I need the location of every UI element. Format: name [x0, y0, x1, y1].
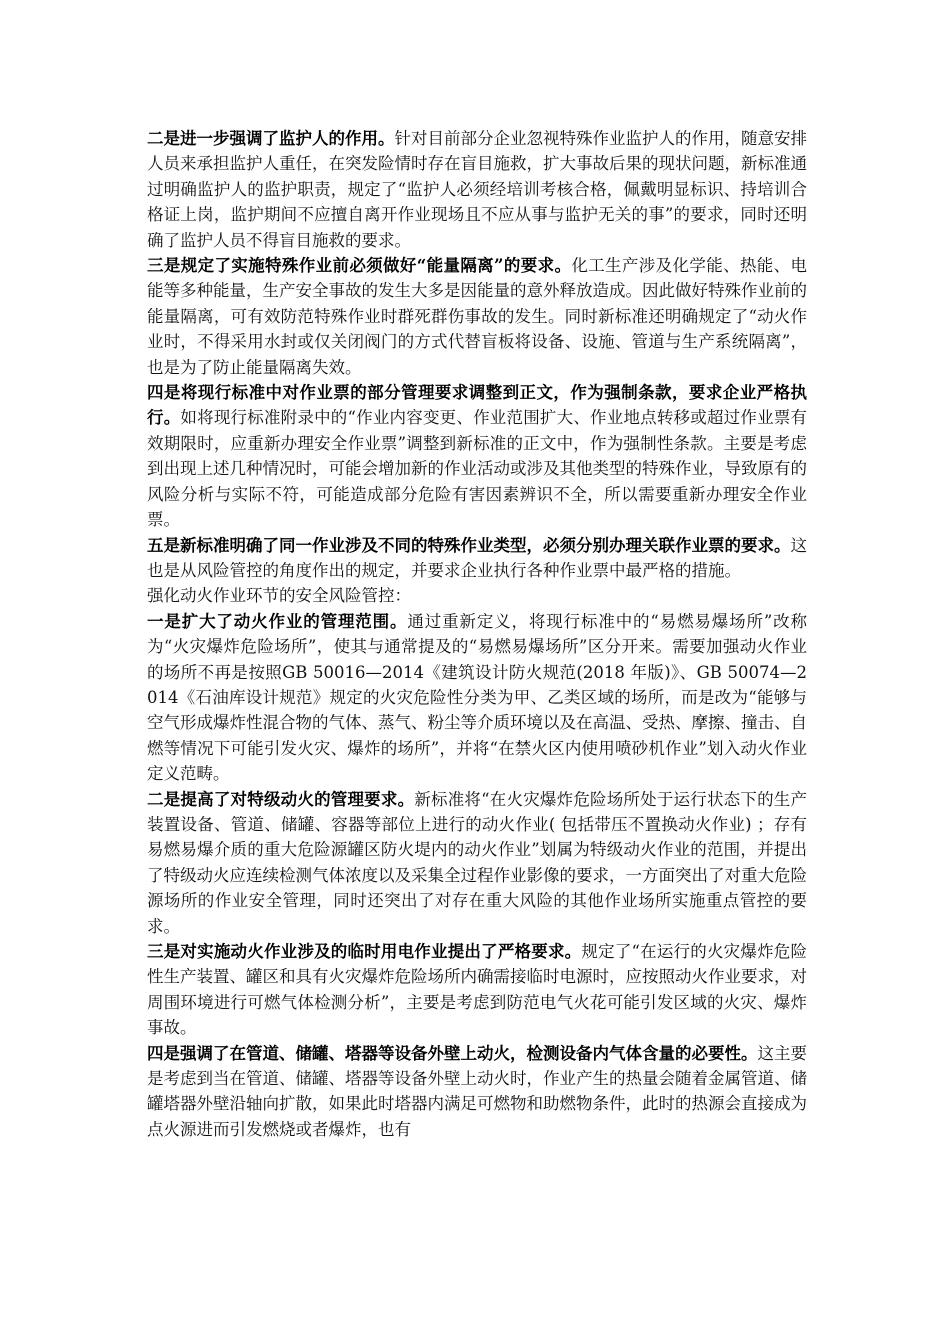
- paragraph-text: 针对目前部分企业忽视特殊作业监护人的作用，随意安排人员来承担监护人重任，在突发险情时存在盲目施救，扩大事故后果的现状问题，新标准通过明确监护人的监护职责，规定了“监护人必须经培训考核合格，佩戴明显标识、持培训合格证上岗，监护期间不应擅自离开作业现场且不应从事与监护无关的事”的要求，同时还明确了监护人员不得盲目施救的要求。: [147, 129, 807, 250]
- paragraph-section-intro: [147, 583, 807, 608]
- document-body: [147, 126, 807, 1142]
- paragraph-guardian-role: [147, 126, 807, 253]
- paragraph-text: 这主要是考虑到当在管道、储罐、塔器等设备外壁上动火时，作业产生的热量会随着金属管道、储罐塔器外壁沿轴向扩散，如果此时塔器内满足可燃物和助燃物条件，此时的热源会直接成为点火源进而引发燃烧或者爆炸，也有: [147, 1043, 807, 1139]
- paragraph-hot-work-scope: [147, 609, 807, 787]
- paragraph-heading: 三是对实施动火作业涉及的临时用电作业提出了严格要求。: [147, 942, 582, 961]
- paragraph-heading: 一是扩大了动火作业的管理范围。: [147, 611, 408, 631]
- paragraph-text: 新标准将“在火灾爆炸危险场所处于运行状态下的生产装置设备、管道、储罐、容器等部位上进行的动火作业( 包括带压不置换动火作业) ；存有易燃易爆介质的重大危险源罐区防火堤内的动火作业”划属为特级动火作业的范围，并提出了特级动火应连续检测气体浓度以及采集全过程作业影像的要求，一方面突出了对重大危险源场所的作业安全管理，同时还突出了对存在重大风险的其他作业场所实施重点管控的要求。: [147, 789, 808, 936]
- paragraph-text: 通过重新定义，将现行标准中的“易燃易爆场所”改称为“火灾爆炸危险场所”，使其与通常提及的“易燃易爆场所”区分开来。需要加强动火作业的场所不再是按照GB 50016—2014《建筑设计防火规范(2018 年版)》、GB 50074—2014《石油库设计规范》规定的火灾危险性分类为甲、乙类区域的场所，而是改为“能够与空气形成爆炸性混合物的气体、蒸气、粉尘等介质环境以及在高温、受热、摩擦、撞击、自燃等情况下可能引发火灾、爆炸的场所”，并将“在禁火区内使用喷砂机作业”划入动火作业定义范畴。: [147, 611, 808, 784]
- paragraph-temporary-power: [147, 939, 807, 1041]
- paragraph-energy-isolation: [147, 253, 807, 380]
- paragraph-associated-permits: [147, 533, 807, 584]
- paragraph-work-permit-rules: [147, 380, 807, 532]
- paragraph-heading: 四是强调了在管道、储罐、塔器等设备外壁上动火，检测设备内气体含量的必要性。: [147, 1043, 758, 1063]
- paragraph-text: 规定了“在运行的火灾爆炸危险性生产装置、罐区和具有火灾爆炸危险场所内确需接临时电源时，应按照动火作业要求，对周围环境进行可燃气体检测分析”，主要是考虑到防范电气火花可能引发区域的火灾、爆炸事故。: [147, 942, 807, 1038]
- paragraph-text: 强化动火作业环节的安全风险管控：: [147, 586, 411, 606]
- paragraph-text: 如将现行标准附录中的“作业内容变更、作业范围扩大、作业地点转移或超过作业票有效期限时，应重新办理安全作业票”调整到新标准的正文中，作为强制性条款。主要是考虑到出现上述几种情况时，可能会增加新的作业活动或涉及其他类型的特殊作业，导致原有的风险分析与实际不符，可能造成部分危险有害因素辨识不全，所以需要重新办理安全作业票。: [147, 408, 808, 530]
- paragraph-heading: 四是将现行标准中对作业票的部分管理要求调整到正文，作为强制条款，要求企业严格执行。: [147, 383, 807, 428]
- paragraph-heading: 二是进一步强调了监护人的作用。: [147, 129, 395, 148]
- paragraph-special-hot-work: [147, 787, 807, 939]
- paragraph-heading: 五是新标准明确了同一作业涉及不同的特殊作业类型，必须分别办理关联作业票的要求。: [147, 535, 791, 555]
- paragraph-heading: 三是规定了实施特殊作业前必须做好“能量隔离”的要求。: [147, 256, 572, 276]
- paragraph-text: 化工生产涉及化学能、热能、电能等多种能量，生产安全事故的发生大多是因能量的意外释放造成。因此做好特殊作业前的能量隔离，可有效防范特殊作业时群死群伤事故的发生。同时新标准还明确规定了“动火作业时，不得采用水封或仅关闭阀门的方式代替盲板将设备、设施、管道与生产系统隔离”，也是为了防止能量隔离失效。: [147, 256, 807, 377]
- paragraph-text: 这也是从风险管控的角度作出的规定，并要求企业执行各种作业票中最严格的措施。: [147, 535, 807, 580]
- paragraph-heading: 二是提高了对特级动火的管理要求。: [147, 789, 415, 809]
- paragraph-gas-detection: [147, 1041, 807, 1143]
